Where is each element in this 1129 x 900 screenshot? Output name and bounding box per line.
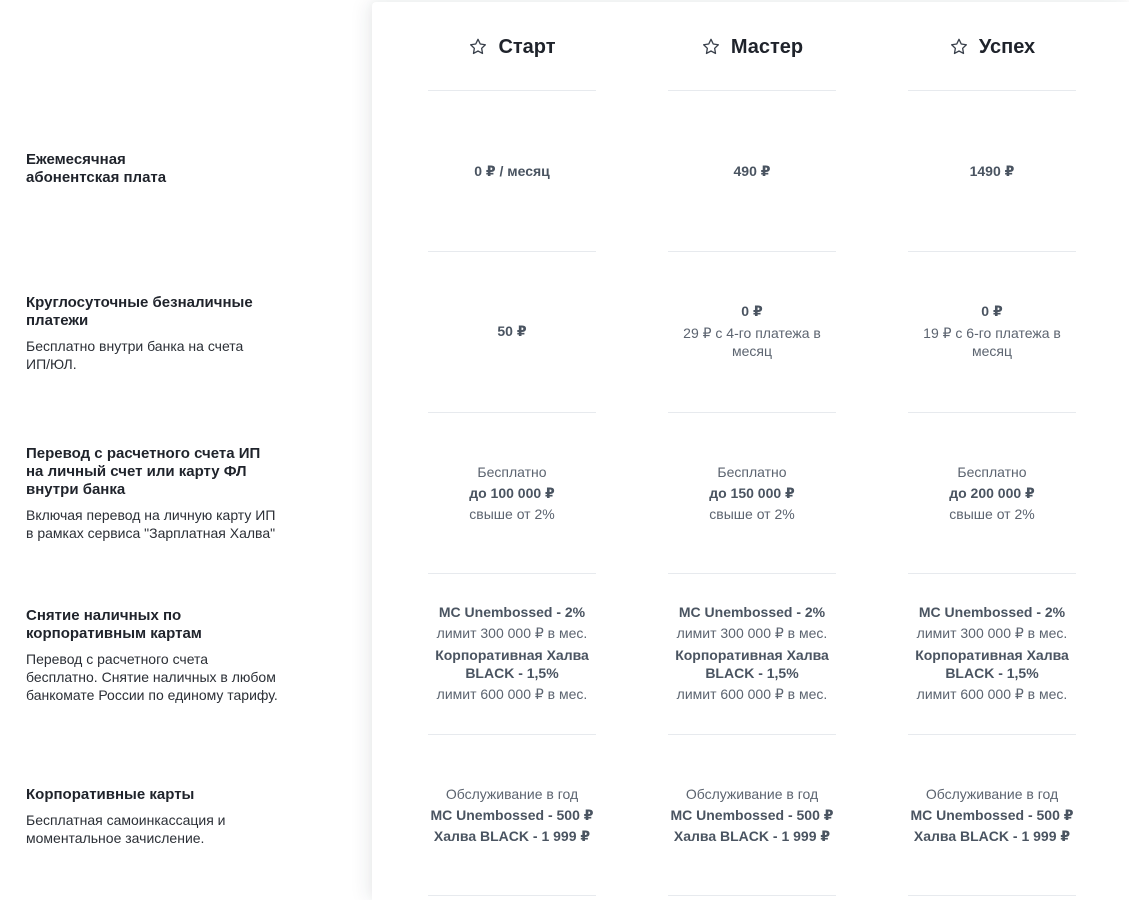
row-label-corporate-cards	[26, 786, 296, 847]
divider-line	[428, 734, 596, 735]
divider-line	[668, 90, 836, 91]
divider-line	[428, 895, 596, 896]
divider-line	[668, 412, 836, 413]
row-title: Круглосуточные безналичные платежи	[26, 294, 253, 329]
tariff-value-text: лимит 300 000 ₽ в мес.	[436, 625, 588, 641]
tariff-value-bold: Корпоративная Халва BLACK - 1,5%	[435, 647, 589, 681]
tariff-comparison-panel	[372, 2, 1129, 900]
divider-line	[428, 573, 596, 574]
row-title: Корпоративные карты	[26, 786, 195, 803]
tariff-value-bold: MC Unembossed - 2%	[438, 604, 586, 620]
tariff-cell-master	[668, 602, 836, 705]
row-subtitle: Включая перевод на личную карту ИП в рамках сервиса "Зарплатная Халва"	[26, 507, 276, 541]
divider-line	[668, 734, 836, 735]
plan-header-uspeh[interactable]	[908, 33, 1076, 61]
tariff-value-text: 29 ₽ с 4-го платежа в месяц	[683, 325, 821, 359]
divider-line	[668, 251, 836, 252]
tariff-cell-uspeh	[908, 161, 1076, 182]
divider-line	[668, 895, 836, 896]
tariff-value-bold: MC Unembossed - 2%	[678, 604, 826, 620]
tariff-value-text: Обслуживание в год	[445, 786, 579, 802]
divider-line	[908, 895, 1076, 896]
row-title: Ежемесячная абонентская плата	[26, 151, 167, 186]
tariff-value-bold: 0 ₽	[741, 303, 763, 319]
row-label-transfer	[26, 445, 296, 542]
tariff-value-bold: 0 ₽ / месяц	[474, 163, 550, 179]
tariff-value-bold: MC Unembossed - 500 ₽	[430, 807, 594, 823]
row-label-payments	[26, 294, 296, 373]
tariff-cell-uspeh	[908, 462, 1076, 525]
tariff-cell-start	[428, 161, 596, 182]
plan-name: Успех	[978, 35, 1036, 58]
tariff-value-bold: до 200 000 ₽	[949, 485, 1035, 501]
tariff-cell-uspeh	[908, 602, 1076, 705]
star-outline-icon	[468, 37, 488, 57]
tariff-value-bold: Корпоративная Халва BLACK - 1,5%	[675, 647, 829, 681]
tariff-value-text: лимит 300 000 ₽ в мес.	[916, 625, 1068, 641]
row-title: Снятие наличных по корпоративным картам	[26, 607, 202, 642]
tariff-value-text: свыше от 2%	[709, 506, 795, 522]
tariff-value-bold: Халва BLACK - 1 999 ₽	[673, 828, 831, 844]
row-subtitle: Перевод с расчетного счета бесплатно. Снятие наличных в любом банкомате России по единому тарифу.	[26, 651, 278, 703]
tariff-cell-master	[668, 161, 836, 182]
tariff-value-bold: 0 ₽	[981, 303, 1003, 319]
divider-line	[908, 573, 1076, 574]
divider-line	[668, 573, 836, 574]
tariff-value-bold: MC Unembossed - 2%	[918, 604, 1066, 620]
tariff-value-text: лимит 600 000 ₽ в мес.	[676, 686, 828, 702]
tariff-value-bold: до 150 000 ₽	[709, 485, 795, 501]
tariff-value-text: Обслуживание в год	[685, 786, 819, 802]
tariff-value-bold: Халва BLACK - 1 999 ₽	[913, 828, 1071, 844]
tariff-value-bold: Корпоративная Халва BLACK - 1,5%	[915, 647, 1069, 681]
tariff-cell-start	[428, 602, 596, 705]
row-subtitle: Бесплатно внутри банка на счета ИП/ЮЛ.	[26, 338, 244, 372]
divider-line	[428, 251, 596, 252]
divider-line	[908, 251, 1076, 252]
tariff-value-text: лимит 600 000 ₽ в мес.	[916, 686, 1068, 702]
divider-line	[908, 412, 1076, 413]
divider-line	[428, 412, 596, 413]
tariff-value-text: свыше от 2%	[469, 506, 555, 522]
row-label-monthly-fee	[26, 151, 296, 187]
plan-name: Мастер	[730, 35, 804, 58]
star-outline-icon	[949, 37, 969, 57]
tariff-cell-master	[668, 301, 836, 362]
tariff-value-text: Бесплатно	[957, 464, 1027, 480]
divider-line	[428, 90, 596, 91]
row-subtitle: Бесплатная самоинкассация и моментальное зачисление.	[26, 812, 226, 846]
tariff-cell-uspeh	[908, 301, 1076, 362]
tariff-value-text: свыше от 2%	[949, 506, 1035, 522]
plan-header-master[interactable]	[668, 33, 836, 61]
tariff-value-bold: 1490 ₽	[969, 163, 1015, 179]
tariff-value-bold: до 100 000 ₽	[469, 485, 555, 501]
tariff-cell-master	[668, 462, 836, 525]
tariff-value-bold: 50 ₽	[497, 323, 527, 339]
star-outline-icon	[701, 37, 721, 57]
tariff-cell-uspeh	[908, 784, 1076, 847]
divider-line	[908, 90, 1076, 91]
tariff-value-bold: MC Unembossed - 500 ₽	[670, 807, 834, 823]
plan-header-start[interactable]	[428, 33, 596, 61]
tariff-value-bold: Халва BLACK - 1 999 ₽	[433, 828, 591, 844]
tariff-value-text: Бесплатно	[717, 464, 787, 480]
row-label-cash-withdrawal	[26, 607, 296, 704]
tariff-value-bold: MC Unembossed - 500 ₽	[910, 807, 1074, 823]
plan-name: Старт	[498, 35, 556, 58]
tariff-value-text: Бесплатно	[477, 464, 547, 480]
tariff-value-text: лимит 600 000 ₽ в мес.	[436, 686, 588, 702]
tariff-cell-start	[428, 784, 596, 847]
divider-line	[908, 734, 1076, 735]
tariff-cell-start	[428, 462, 596, 525]
tariff-cell-start	[428, 321, 596, 342]
tariff-value-bold: 490 ₽	[733, 163, 771, 179]
tariff-value-text: Обслуживание в год	[925, 786, 1059, 802]
tariff-value-text: 19 ₽ с 6-го платежа в месяц	[923, 325, 1061, 359]
row-title: Перевод с расчетного счета ИП на личный счет или карту ФЛ внутри банка	[26, 445, 261, 498]
tariff-value-text: лимит 300 000 ₽ в мес.	[676, 625, 828, 641]
tariff-cell-master	[668, 784, 836, 847]
